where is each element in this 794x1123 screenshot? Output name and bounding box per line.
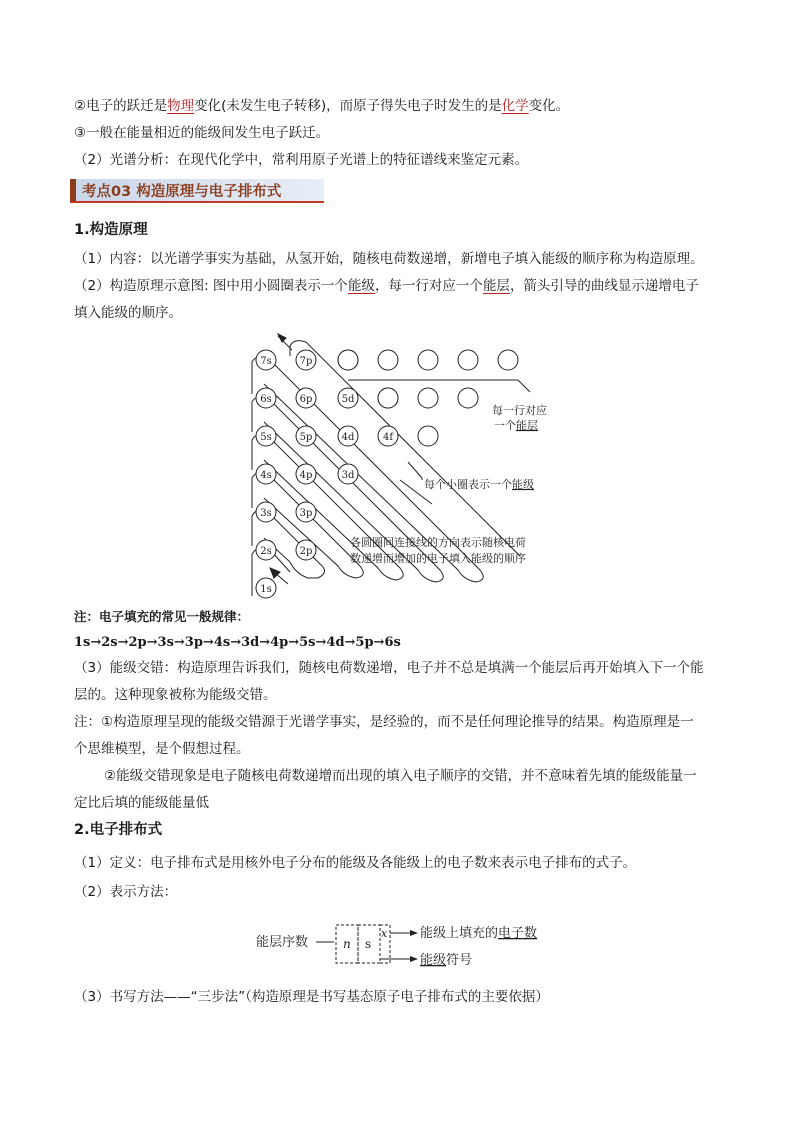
- sublevel-7s-label: 7s: [260, 356, 272, 367]
- paragraph-interleave-cont: 层的。这种现象被称为能级交错。: [74, 687, 277, 703]
- sublevel-3s-label: 3s: [260, 508, 272, 519]
- paragraph-jump: ③一般在能量相近的能级间发生电子跃迁。: [74, 125, 330, 141]
- sublevel-5s-label: 5s: [260, 432, 272, 443]
- sublevel-4d-label: 4d: [341, 432, 355, 443]
- sublevel-6s-label: 6s: [260, 394, 272, 405]
- sublevel-2p-label: 2p: [299, 546, 313, 557]
- paragraph-representation: （2）表示方法：: [74, 884, 178, 900]
- label-electron-count: 能级上填充的电子数: [420, 926, 538, 941]
- note-title: 注：电子填充的常见一般规律：: [74, 609, 250, 624]
- empty-sublevel: [418, 350, 438, 370]
- symbol-x: x: [381, 927, 388, 940]
- underlined-physics: 物理: [167, 98, 195, 114]
- sublevel-3p-label: 3p: [299, 508, 313, 519]
- sublevel-5p-label: 5p: [299, 432, 313, 443]
- symbol-n: n: [343, 937, 351, 951]
- paragraph-definition: （1）定义：电子排布式是用核外电子分布的能级及各能级上的电子数来表示电子排布的式子。: [74, 855, 637, 871]
- section-header: [70, 179, 324, 203]
- empty-sublevel: [338, 350, 358, 370]
- underlined-chemistry: 化学: [501, 98, 529, 114]
- sublevel-5d-label: 5d: [341, 394, 355, 405]
- aufbau-diagram: [230, 332, 570, 600]
- annotation-line-1: 各圆圈间连接线的方向表示随核电荷: [350, 536, 526, 549]
- label-sublevel-symbol: 能级符号: [420, 953, 473, 968]
- notation-diagram: [250, 915, 560, 975]
- paragraph-diagram-intro-cont: 填入能级的顺序。: [74, 305, 182, 321]
- annotation-circle: 每个小圈表示一个能级: [424, 478, 534, 491]
- note-1: 注：①构造原理呈现的能级交错源于光谱学事实，是经验的，而不是任何理论推导的结果。构造原理是一: [74, 714, 694, 730]
- empty-sublevel: [458, 350, 478, 370]
- annotation-row: 每一行对应: [492, 404, 547, 417]
- paragraph-diagram-intro: （2）构造原理示意图: 图中用小圆圈表示一个能级，每一行对应一个能层，箭头引导的曲线显示递增电子: [74, 278, 699, 294]
- sublevel-7p-label: 7p: [299, 356, 313, 367]
- symbol-s: s: [365, 937, 372, 951]
- empty-sublevel: [378, 388, 398, 408]
- label-shell-number: 能层序数: [256, 935, 309, 950]
- paragraph-interleave: （3）能级交错：构造原理告诉我们，随核电荷数递增，电子并不总是填满一个能层后再开始填入下一个能: [74, 660, 704, 676]
- annotation-line-2: 数递增而增加的电子填入能级的顺序: [350, 552, 526, 565]
- sublevel-1s-label: 1s: [260, 584, 272, 595]
- sublevel-2s-label: 2s: [260, 546, 272, 557]
- empty-sublevel: [418, 426, 438, 446]
- empty-sublevel: [458, 388, 478, 408]
- heading-electron-config: 2.电子排布式: [74, 822, 163, 838]
- sublevel-6p-label: 6p: [299, 394, 313, 405]
- sublevel-4f-label: 4f: [382, 432, 394, 443]
- note-2-cont: 定比后填的能级能量低: [74, 795, 209, 811]
- annotation-row-2: 一个能层: [494, 419, 538, 432]
- section-title: 考点03 构造原理与电子排布式: [82, 184, 282, 200]
- paragraph-spectrum: （2）光谱分析：在现代化学中，常利用原子光谱上的特征谱线来鉴定元素。: [74, 152, 529, 168]
- paragraph-transition: ②电子的跃迁是物理变化(未发生电子转移)，而原子得失电子时发生的是化学变化。: [74, 98, 570, 114]
- sublevel-3d-label: 3d: [341, 470, 355, 481]
- note-2: ②能级交错现象是电子随核电荷数递增而出现的填入电子顺序的交错，并不意味着先填的能级能量一: [104, 768, 697, 784]
- paragraph-content: （1）内容：以光谱学事实为基础，从氢开始，随核电荷数递增，新增电子填入能级的顺序称为构造原理。: [74, 251, 704, 267]
- note-1-cont: 个思维模型，是个假想过程。: [74, 741, 250, 757]
- empty-sublevel: [418, 388, 438, 408]
- sublevel-4p-label: 4p: [299, 470, 313, 481]
- heading-construction-principle: 1.构造原理: [74, 222, 148, 238]
- paragraph-three-step: （3）书写方法——“三步法”（构造原理是书写基态原子电子排布式的主要依据）: [74, 989, 549, 1005]
- sublevel-4s-label: 4s: [260, 470, 272, 481]
- empty-sublevel: [378, 350, 398, 370]
- filling-sequence: 1s→2s→2p→3s→3p→4s→3d→4p→5s→4d→5p→6s: [74, 635, 401, 650]
- section-marker: [70, 179, 76, 201]
- empty-sublevel: [498, 350, 518, 370]
